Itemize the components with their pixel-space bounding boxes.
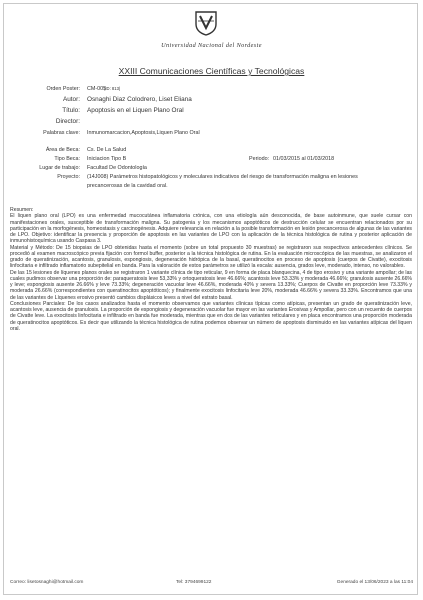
- area-value: Cs. De La Salud: [87, 147, 127, 153]
- resumen-label: Resumen:: [10, 207, 34, 213]
- autor-value: Osnaghi Diaz Colodrero, Liset Eliana: [87, 96, 192, 103]
- autor-label: Autor:: [62, 96, 80, 103]
- footer-generado: Generado el 13/06/2023 a las 11:04: [336, 580, 413, 585]
- tipo-label: Tipo Beca:: [54, 156, 80, 162]
- proyecto-label: Proyecto:: [57, 174, 80, 180]
- proyecto-line2: precancerosas de la cavidad oral.: [87, 183, 168, 189]
- resumen-section: [10, 207, 412, 332]
- titulo-label: Título:: [62, 107, 80, 114]
- resumen-paragraph-2: Material y Método: De 15 biopsias de LPO obtenidas hasta el momento (sobre un total propuesto 30 muestras) se registraron sus respectivos antecedentes clínicos. Se procedió al examen macroscópico previa fijación con formol buffer, posterior a la técnica histológica de rutina. En la evaluación microscópica de las muestras, se analizaron el grado de queratinización, acantosis, granulosis, espongiosis, degeneración hidrópica de la basal, queratinocitos en proceso de apoptosis (cuerpos de Civatte), exocitosis linfocitaria e infiltrado inflamatorio subepitelial en banda. Para la valoración de estos parámetros se utilizó la escala: ausencia, grados leve, moderado, intenso, no valorables.: [10, 244, 412, 270]
- orden-poster-id: (ID: 813): [104, 86, 121, 91]
- titulo-value: Apoptosis en el Liquen Plano Oral: [87, 107, 184, 114]
- orden-poster-label: Orden Poster:: [46, 86, 80, 92]
- director-label: Director:: [55, 118, 80, 125]
- proyecto-line1: (14J008) Parámetros histopatológicos y moleculares indicativos del riesgo de transformación maligna en lesiones: [87, 174, 358, 180]
- palabras-label: Palabras clave:: [43, 130, 80, 136]
- resumen-paragraph-4: Conclusiones Parciales: De los casos analizados hasta el momento observamos que variantes clínicas típicas como atípicas, presentan un grado de queratinización leve, acantosis leve, ausencia de granulosis. La proporción de espongiosis y degeneración vacuolar fue mayor en las variantes Erosivas y Ampollar, pero con un recuento de cuerpos de Civatte leve. La exocitosis linfocitaria e infiltrado en banda fue moderada, mientras que en dos de las variantes reticulares y en placa encontramos una proporción moderada de queratinocitos apoptóticos. Es decir que utilizando la técnica histológica de rutina podemos observar un número de apoptosis disminuido en las variantes atípicas del liquen oral.: [10, 300, 412, 332]
- area-label: Área de Beca:: [45, 147, 80, 153]
- university-name: Universidad Nacional del Nordeste: [161, 42, 262, 49]
- resumen-paragraph-1: El liquen plano oral (LPO) es una enfermedad mucocutánea inflamatoria crónica, con una etiología aún desconocida, de base autoinmune, que suele cursar con manifestaciones orales, susceptible de transformación maligna. Su patogenia y los mecanismos apoptóticos de destrucción celular se encuentran relacionados por su participación en la morfogénesis, homeostasis y carcinogénesis. Adquiere relevancia en relación a la posible transformación en lesión precancerosa de algunas de las variantes de LPO. Objetivo: identificar la presencia y proporción de apoptosis en las variantes de LPO con la aplicación de la técnica histológica de rutina y posterior aplicación de inmunohistoquímica usando Caspasa 3.: [10, 213, 412, 245]
- lugar-value: Facultad De Odontología: [87, 165, 147, 171]
- conference-title: XXIII Comunicaciones Científicas y Tecnológicas: [118, 66, 305, 76]
- periodo-label: Periodo:: [249, 156, 270, 162]
- orden-poster-value: CM-005: [87, 86, 107, 92]
- footer-tel: Tel: 3794699122: [176, 580, 212, 585]
- footer-correo: Correo: lisetosnaghi@hotmail.com: [10, 580, 84, 585]
- resumen-paragraph-3: De las 15 lesiones de líquenes planos orales se registraron 1 variante clínica de tipo reticular, 9 en forma de placa blanquecina, 4 de tipo erosivo y una variante ampollar; de las cuales pudimos observar una proporción de: paraqueratosis leve 53,33% y ortoqueratosis leve 46.66%; acantosis leve 53.33% y moderada 46.66%; granulosis ausente 26.66% y leve; espongiosis ausente 26.66% y leve 73.33%; degeneración vacuolar leve 46.66%, moderada 40% y severa 13.33%; Cuerpos de Civatte en proporción leve 73.33% y moderada 26.66% (correspondientes con queratinocitos apoptóticos); y finalmente exocitosis linfocitaria leve 20%, moderada 46.66% y severa 33.33%. Encontramos que una de las variantes de Líquenes erosivo presentó cambios displásicos leves a nivel del estrato basal.: [10, 269, 412, 301]
- university-logo: [194, 10, 218, 36]
- tipo-value: Iniciacion Tipo B: [87, 156, 127, 162]
- palabras-value: Inmunomarcacion,Apoptosis,Liquen Plano Oral: [87, 130, 200, 136]
- periodo-value: 01/03/2015 al 01/03/2018: [273, 156, 335, 162]
- lugar-label: Lugar de trabajo:: [39, 165, 80, 171]
